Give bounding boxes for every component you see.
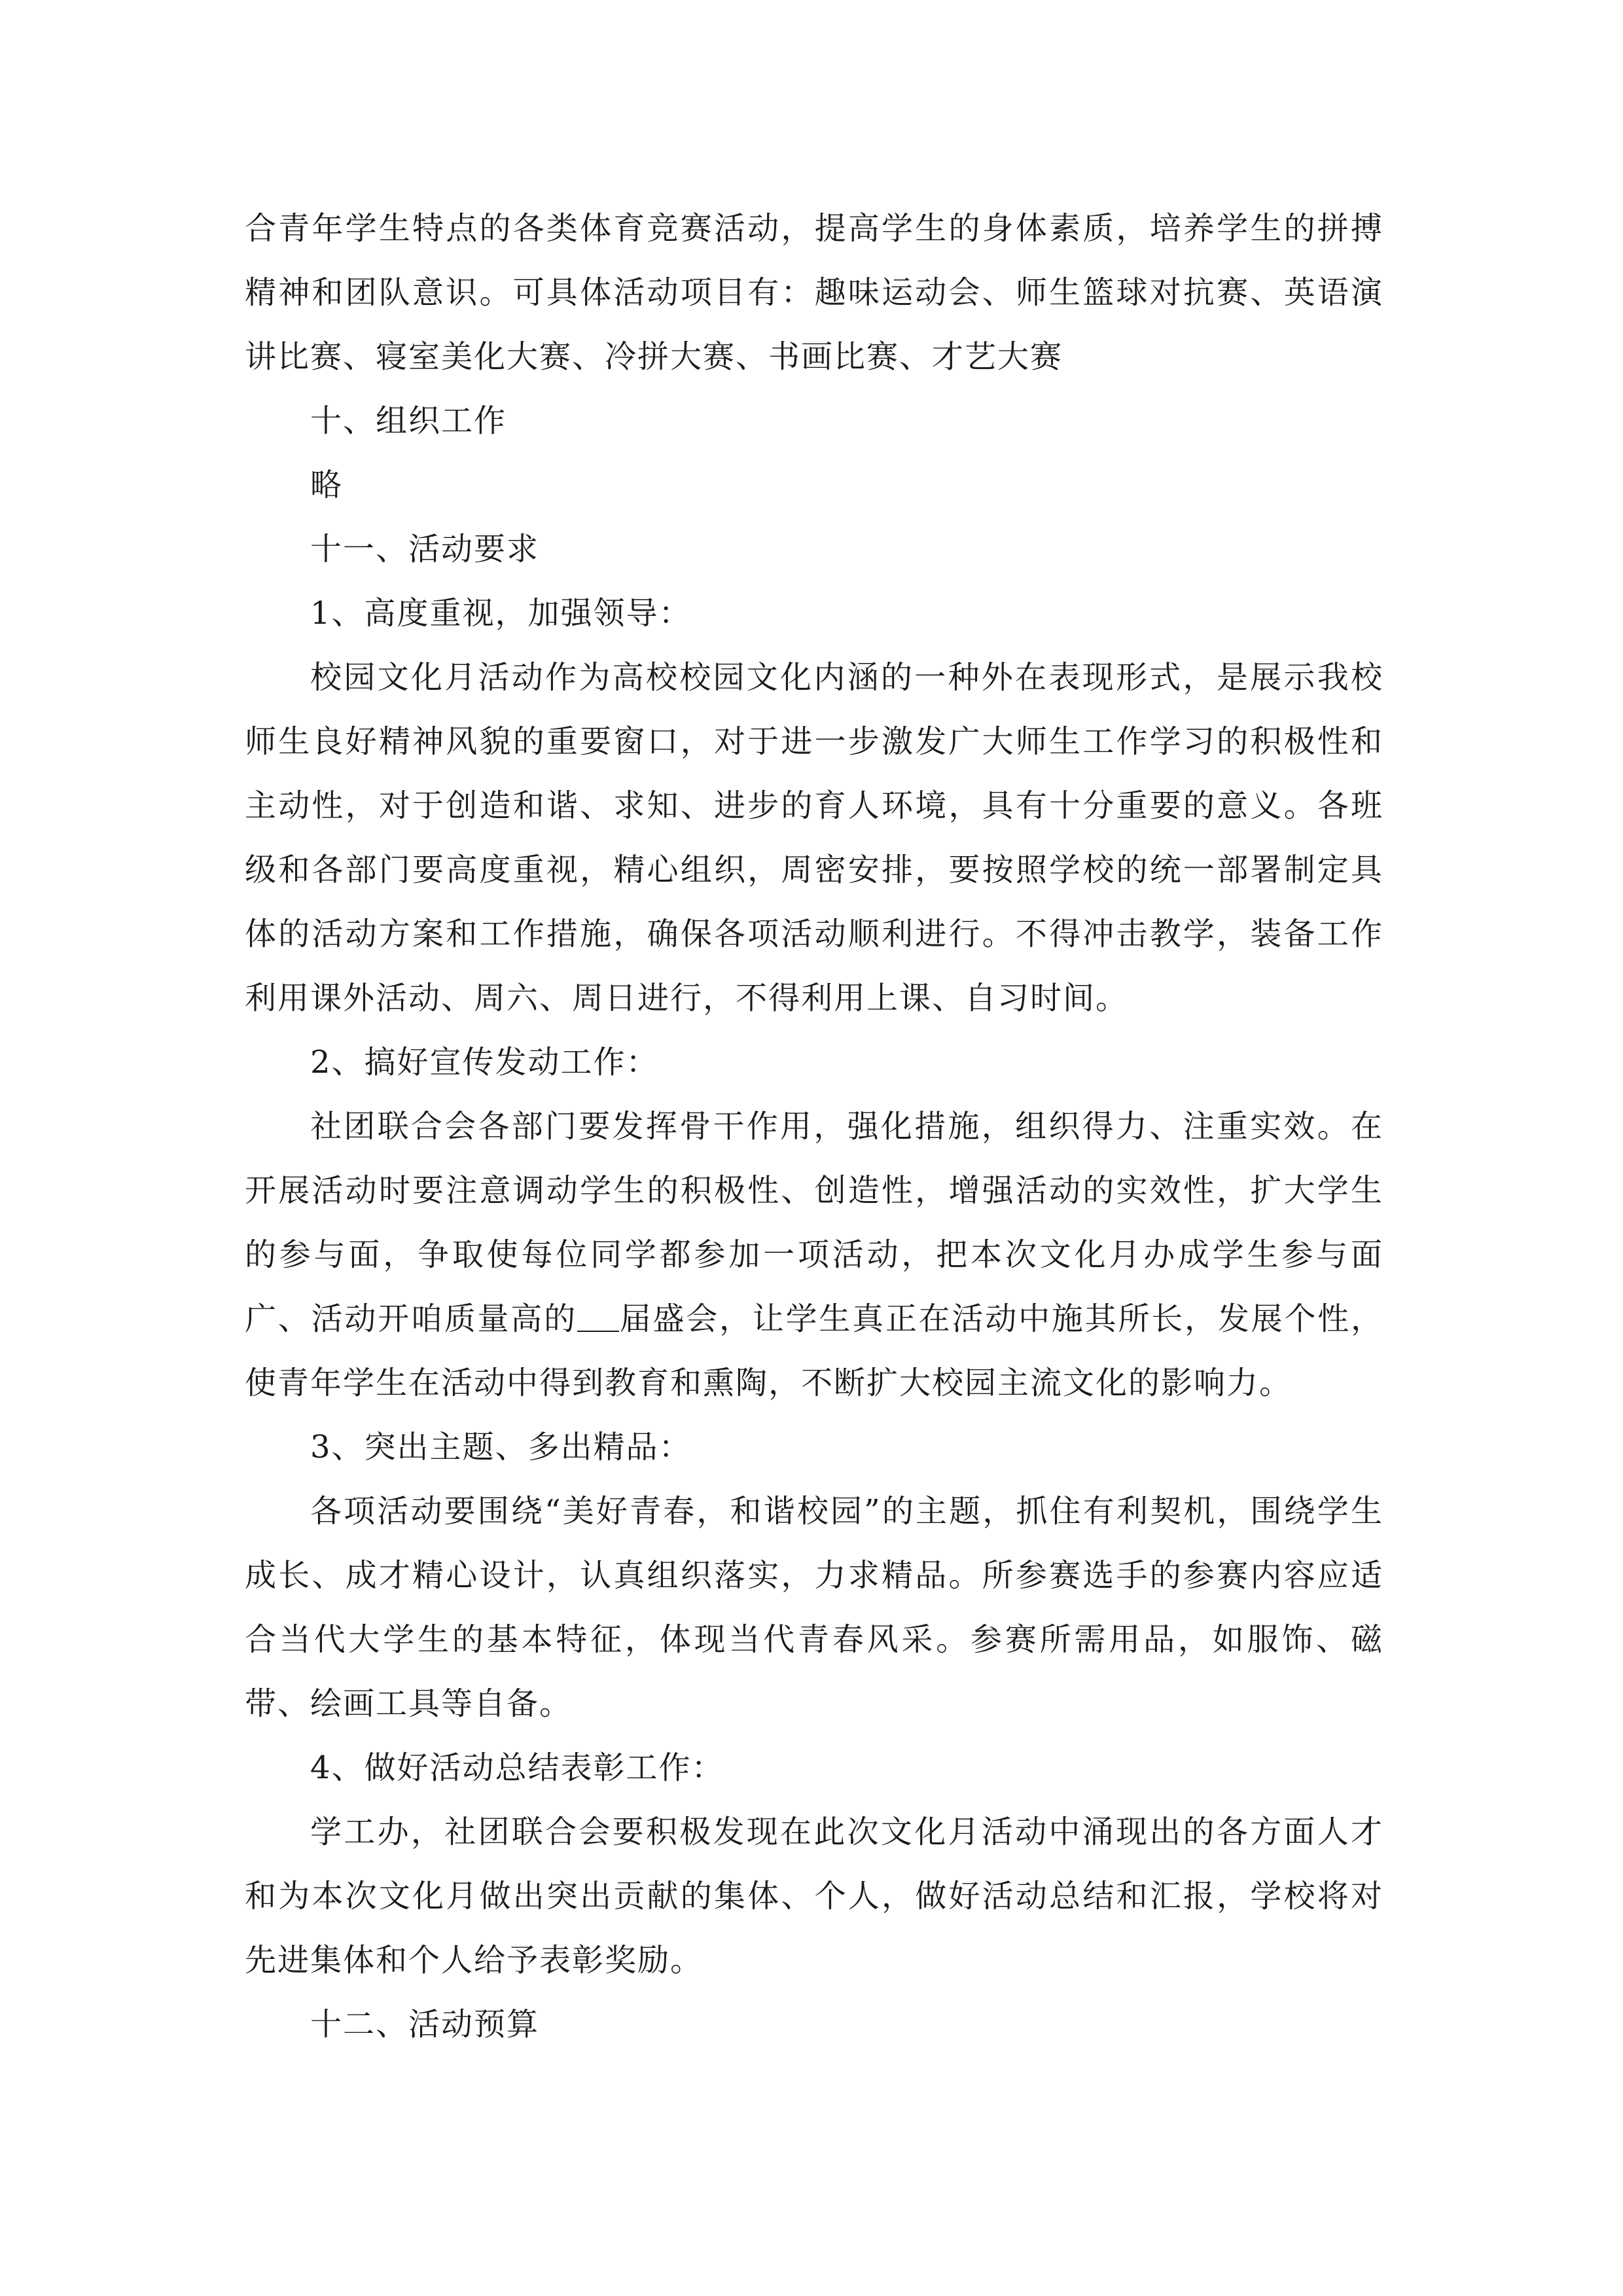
paragraph-omitted: 略: [310, 467, 344, 503]
section-heading-requirements: 十一、活动要求: [310, 531, 540, 567]
paragraph-theme: 各项活动要围绕“美好青春，和谐校园”的主题，抓住有利契机，围绕学生成长、成才精心设计，认真组织落实，力求精品。所参赛选手的参赛内容应适合当代大学生的基本特征，体现当代青春风采。参赛所需用品，如服饰、磁带、绘画工具等自备。: [245, 1493, 1383, 1722]
paragraph-publicity-part-2: 届盛会，让学生真正在活动中施其所长，发展个性，使青年学生在活动中得到教育和熏陶，不断扩大校园主流文化的影响力。: [245, 1300, 1383, 1401]
section-heading-organization: 十、组织工作: [310, 403, 507, 439]
paragraph-summary: 学工办，社团联合会要积极发现在此次文化月活动中涌现出的各方面人才和为本次文化月做出突出贡献的集体、个人，做好活动总结和汇报，学校将对先进集体和个人给予表彰奖励。: [245, 1814, 1383, 1979]
subheading-leadership: 1、高度重视，加强领导：: [310, 595, 692, 632]
paragraph-publicity-part-1: 社团联合会各部门要发挥骨干作用，强化措施，组织得力、注重实效。在开展活动时要注意调动学生的积极性、创造性，增强活动的实效性，扩大学生的参与面，争取使每位同学都参加一项活动，把本次文化月办成学生参与面广、活动开咱质量高的: [245, 1108, 1383, 1337]
paragraph-publicity: [245, 1094, 1383, 1415]
fill-in-blank: [577, 1304, 619, 1332]
paragraph-continuation: 合青年学生特点的各类体育竞赛活动，提高学生的身体素质，培养学生的拼搏精神和团队意识。可具体活动项目有：趣味运动会、师生篮球对抗赛、英语演讲比赛、寝室美化大赛、冷拼大赛、书画比赛、才艺大赛: [245, 210, 1383, 375]
document-body: [245, 196, 1383, 2056]
paragraph-leadership: 校园文化月活动作为高校校园文化内涵的一种外在表现形式，是展示我校师生良好精神风貌的重要窗口，对于进一步激发广大师生工作学习的积极性和主动性，对于创造和谐、求知、进步的育人环境，具有十分重要的意义。各班级和各部门要高度重视，精心组织，周密安排，要按照学校的统一部署制定具体的活动方案和工作措施，确保各项活动顺利进行。不得冲击教学，装备工作利用课外活动、周六、周日进行，不得利用上课、自习时间。: [245, 659, 1383, 1016]
subheading-summary: 4、做好活动总结表彰工作：: [310, 1749, 724, 1786]
subheading-publicity: 2、搞好宣传发动工作：: [310, 1044, 659, 1081]
section-heading-budget: 十二、活动预算: [310, 2006, 540, 2043]
subheading-theme: 3、突出主题、多出精品：: [310, 1429, 692, 1465]
